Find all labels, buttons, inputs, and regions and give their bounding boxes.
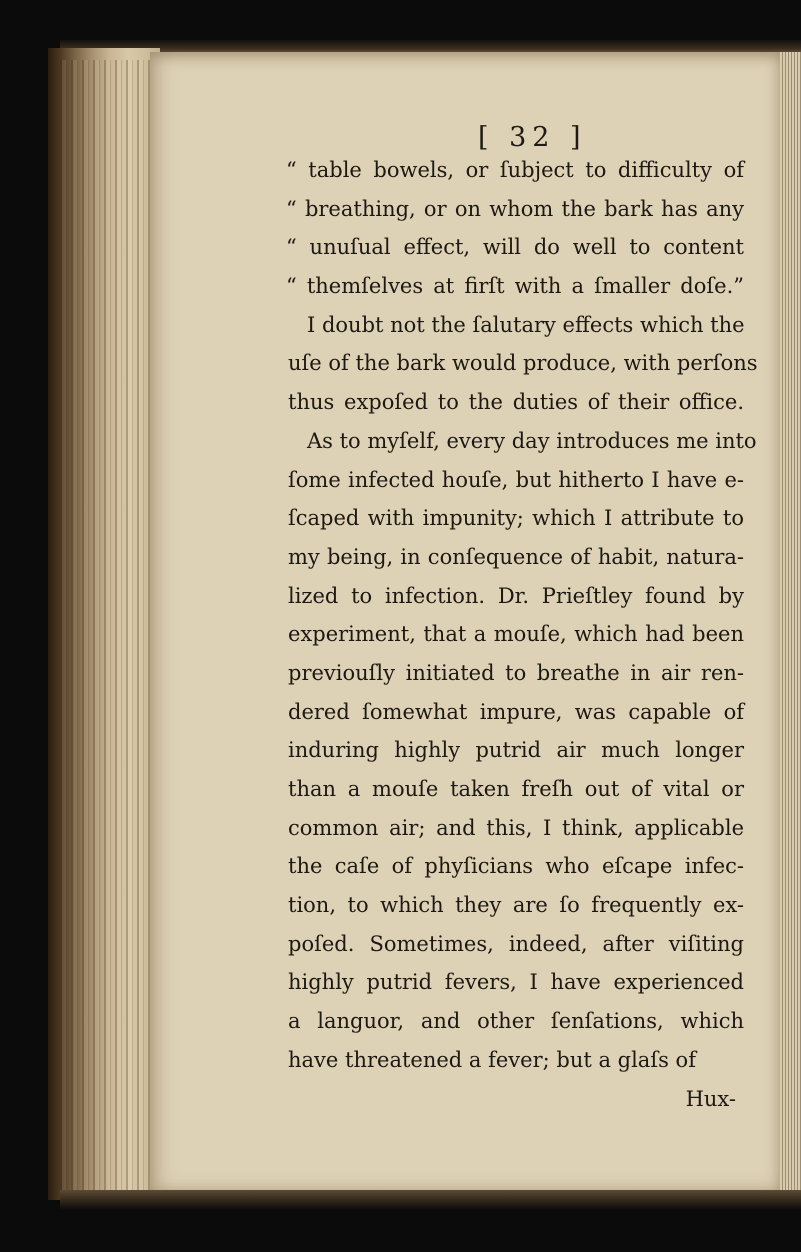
text-line: previouſly initiated to breathe in air ren- xyxy=(288,660,744,685)
catchword: Hux- xyxy=(685,1086,736,1111)
text-line: “ table bowels, or ſubject to difficulty of xyxy=(286,158,744,182)
text-line: ſcaped with impunity; which I attribute to xyxy=(288,506,744,531)
text-line: uſe of the bark would produce, with perſons xyxy=(288,351,758,376)
text-line: ſome infected houſe, but hitherto I have e- xyxy=(288,467,744,492)
bottom-shadow xyxy=(60,1190,801,1210)
text-line: a languor, and other ſenſations, which xyxy=(288,1009,744,1034)
text-line: thus expoſed to the duties of their office. xyxy=(288,390,744,415)
text-line: lized to infection. Dr. Prieſtley found by xyxy=(288,583,744,608)
text-line: dered ſomewhat impure, was capable of xyxy=(288,699,744,724)
body-text xyxy=(286,151,758,1118)
text-line: induring highly putrid air much longer xyxy=(288,738,744,763)
text-line: “ themſelves at firſt with a ſmaller doſe.” xyxy=(286,274,744,299)
text-line: poſed. Sometimes, indeed, after viſiting xyxy=(288,931,744,956)
text-line: “ breathing, or on whom the bark has any xyxy=(286,196,744,221)
binding-stripes xyxy=(60,60,150,1190)
text-line: have threatened a fever; but a glaſs of xyxy=(288,1047,696,1072)
text-line: experiment, that a mouſe, which had been xyxy=(288,622,744,647)
text-line: than a mouſe taken freſh out of vital or xyxy=(288,777,744,801)
page-number-header: [ 32 ] xyxy=(478,122,587,153)
text-line: tion, to which they are ſo frequently ex- xyxy=(288,893,744,918)
text-line: my being, in conſequence of habit, natura- xyxy=(288,544,744,569)
paragraph-start-line: As to myſelf, every day introduces me into xyxy=(307,428,757,453)
text-line: “ unuſual effect, will do well to content xyxy=(286,235,744,260)
text-line: highly putrid fevers, I have experienced xyxy=(288,970,744,995)
text-line: common air; and this, I think, applicable xyxy=(288,815,744,840)
page-edges xyxy=(780,52,801,1197)
paragraph-start-line: I doubt not the ſalutary effects which the xyxy=(307,312,745,337)
text-line: the caſe of phyſicians who eſcape infec- xyxy=(288,854,744,879)
